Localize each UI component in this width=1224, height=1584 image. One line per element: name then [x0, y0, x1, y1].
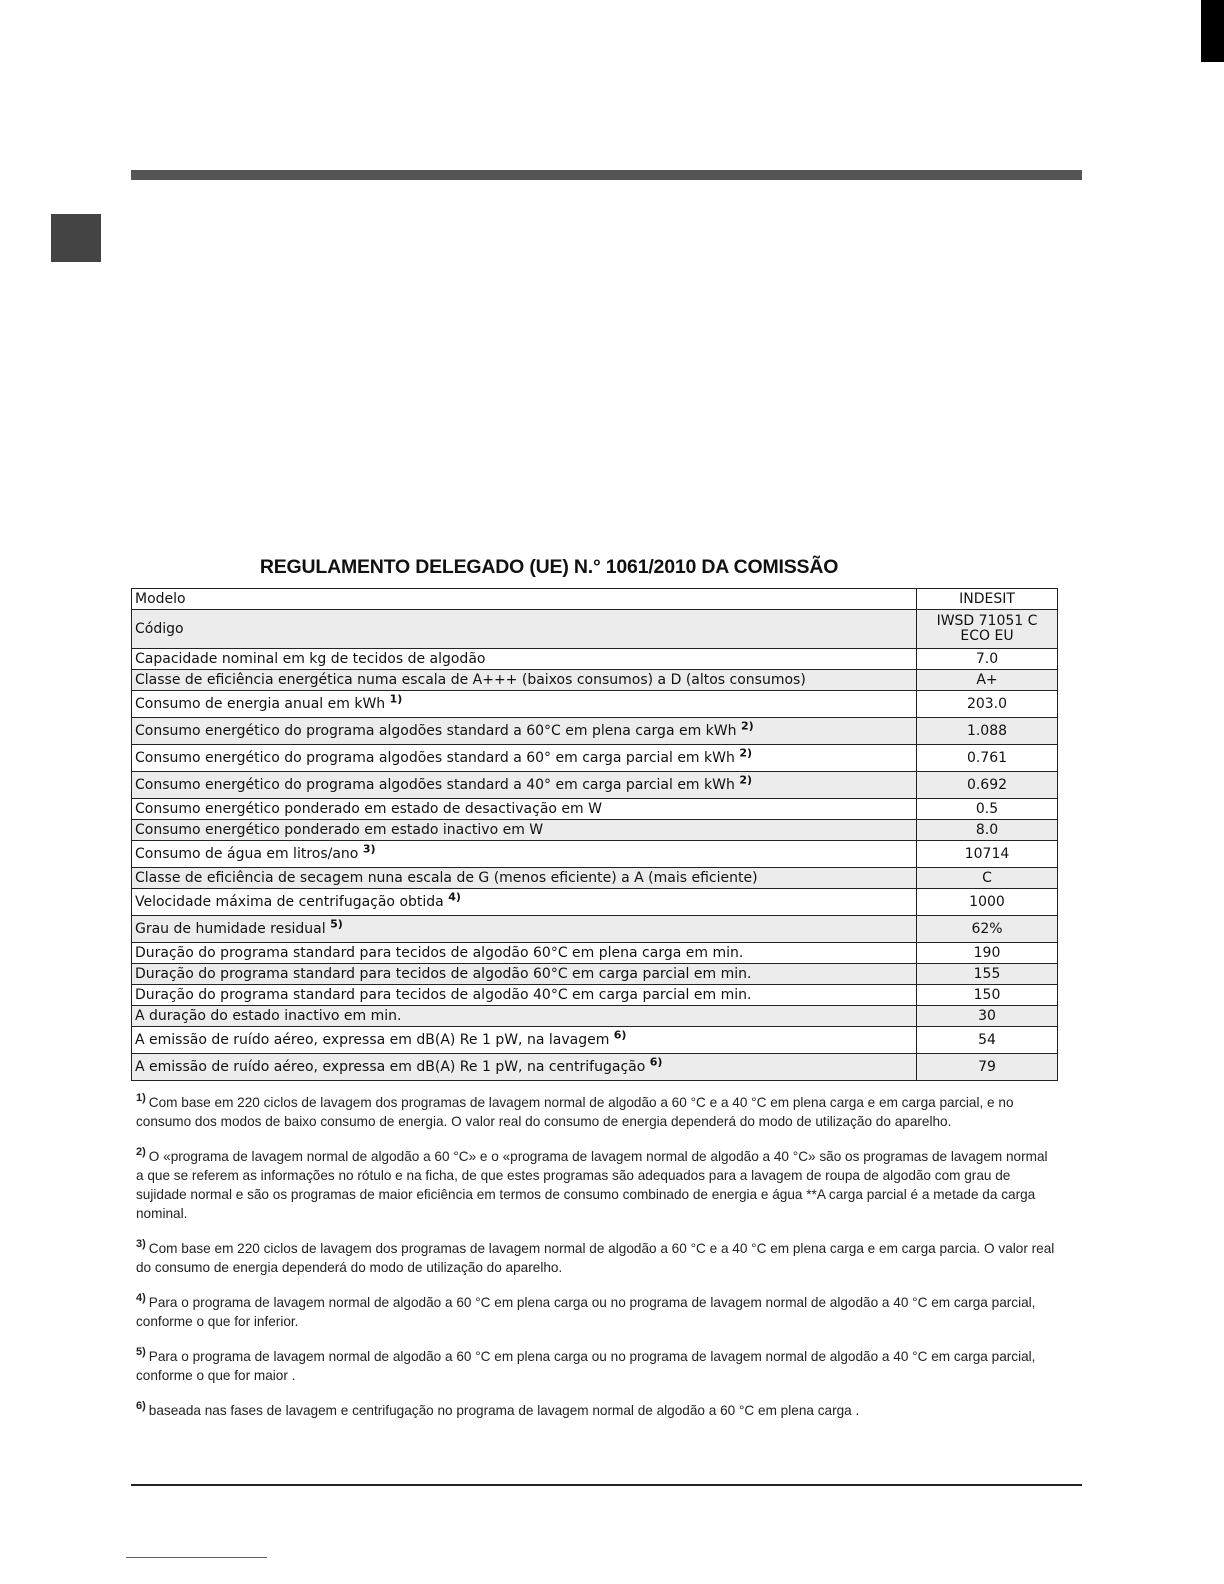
spec-value: 150: [917, 985, 1058, 1006]
footnote-ref: 3): [362, 841, 376, 855]
spec-label-text: Consumo energético do programa algodões standard a 60° em carga parcial em kWh: [135, 749, 735, 766]
spec-label: [132, 985, 917, 1006]
spec-label-text: A emissão de ruído aéreo, expressa em dB(A) Re 1 pW, na centrifugação: [135, 1058, 646, 1075]
spec-label-text: Duração do programa standard para tecidos de algodão 60°C em carga parcial em min.: [135, 965, 752, 982]
table-row: [132, 1027, 1058, 1054]
spec-label: [132, 649, 917, 670]
footnote-mark: 2): [136, 1146, 146, 1159]
spec-label-text: Consumo de energia anual em kWh: [135, 695, 386, 712]
spec-label-text: Classe de eficiência de secagem nuna escala de G (menos eficiente) a A (mais eficiente): [135, 869, 758, 886]
spec-label-text: Consumo de água em litros/ano: [135, 845, 359, 862]
spec-value: 54: [917, 1027, 1058, 1054]
spec-label-text: Classe de eficiência energética numa escala de A+++ (baixos consumos) a D (altos consumos): [135, 671, 806, 688]
table-row: [132, 943, 1058, 964]
spec-label: [132, 799, 917, 820]
spec-value: 8.0: [917, 820, 1058, 841]
spec-label: [132, 1054, 917, 1081]
footnote-mark: 4): [136, 1292, 146, 1305]
footnote-ref: 1): [389, 691, 403, 705]
table-row: [132, 610, 1058, 649]
footnote-text: Para o programa de lavagem normal de algodão a 60 °C em plena carga ou no programa de lavagem normal de algodão a 40 °C em carga parcial, conforme o que for maior .: [136, 1349, 1036, 1383]
spec-value: 62%: [917, 916, 1058, 943]
specifications-table: [131, 588, 1058, 1081]
footnote-ref: 6): [649, 1054, 663, 1068]
spec-value: C: [917, 868, 1058, 889]
footer-link-underline: [126, 1557, 267, 1558]
spec-value: 0.5: [917, 799, 1058, 820]
spec-label-text: Duração do programa standard para tecidos de algodão 60°C em plena carga em min.: [135, 944, 744, 961]
footer-rule: [131, 1484, 1082, 1486]
spec-value: INDESIT: [917, 589, 1058, 610]
spec-label: [132, 610, 917, 649]
spec-value: IWSD 71051 C ECO EU: [917, 610, 1058, 649]
footnote-ref: 2): [740, 718, 754, 732]
table-row: [132, 820, 1058, 841]
spec-value: 0.692: [917, 772, 1058, 799]
footnote-text: baseada nas fases de lavagem e centrifugação no programa de lavagem normal de algodão a 60 °C em plena carga .: [148, 1403, 860, 1418]
spec-value: 7.0: [917, 649, 1058, 670]
footnote: [136, 1401, 1058, 1420]
spec-label: [132, 889, 917, 916]
spec-value: 1000: [917, 889, 1058, 916]
table-row: [132, 985, 1058, 1006]
spec-label: [132, 841, 917, 868]
spec-label: [132, 745, 917, 772]
spec-label-text: A emissão de ruído aéreo, expressa em dB(A) Re 1 pW, na lavagem: [135, 1031, 610, 1048]
footnote-mark: 3): [136, 1238, 146, 1251]
header-rule: [131, 170, 1082, 180]
spec-label-text: Duração do programa standard para tecidos de algodão 40°C em carga parcial em min.: [135, 986, 752, 1003]
table-row: [132, 841, 1058, 868]
page-edge-marker: [1201, 0, 1224, 1584]
spec-label: [132, 916, 917, 943]
table-row: [132, 799, 1058, 820]
spec-label: [132, 670, 917, 691]
spec-label-text: Consumo energético ponderado em estado inactivo em W: [135, 821, 544, 838]
table-row: [132, 670, 1058, 691]
spec-label: [132, 589, 917, 610]
table-row: [132, 718, 1058, 745]
footnote-text: Para o programa de lavagem normal de algodão a 60 °C em plena carga ou no programa de lavagem normal de algodão a 40 °C em carga parcial, conforme o que for inferior.: [136, 1295, 1036, 1329]
spec-label: [132, 772, 917, 799]
footnote-mark: 5): [136, 1346, 146, 1359]
spec-label-text: Grau de humidade residual: [135, 920, 326, 937]
spec-value: 190: [917, 943, 1058, 964]
footnote-ref: 2): [739, 745, 752, 759]
footnote-text: O «programa de lavagem normal de algodão a 60 °C» e o «programa de lavagem normal de algodão a 40 °C» são os programas de lavagem normal a que se referem as informações no rótulo e na ficha, de que estes programas são adequados para a lavagem de roupa de algodão com grau de sujidade normal e são os programas de maior eficiência em termos de consumo combinado de energia e água **A carga parcial é a metade da carga nominal.: [136, 1149, 1048, 1221]
footnote-ref: 5): [330, 916, 343, 930]
footnote-ref: 2): [739, 772, 752, 786]
footnote: [136, 1093, 1058, 1131]
spec-label-text: Consumo energético do programa algodões standard a 40° em carga parcial em kWh: [135, 776, 735, 793]
table-row: [132, 889, 1058, 916]
regulation-title: REGULAMENTO DELEGADO (UE) N.° 1061/2010 DA COMISSÃO: [259, 556, 839, 578]
table-row: [132, 589, 1058, 610]
spec-label: [132, 964, 917, 985]
footnote-text: Com base em 220 ciclos de lavagem dos programas de lavagem normal de algodão a 60 °C e a 40 °C em plena carga e em carga parcial, e no consumo dos modos de baixo consumo de energia. O valor real do consumo de energia dependerá do modo de utilização do aparelho.: [136, 1095, 1014, 1129]
footnotes: [136, 1093, 1058, 1436]
footnote: [136, 1347, 1058, 1385]
table-row: [132, 691, 1058, 718]
table-row: [132, 745, 1058, 772]
footnote-mark: 1): [136, 1092, 146, 1105]
footnote: [136, 1293, 1058, 1331]
spec-value: 1.088: [917, 718, 1058, 745]
spec-label-text: Capacidade nominal em kg de tecidos de algodão: [135, 650, 486, 667]
spec-value: 10714: [917, 841, 1058, 868]
spec-value: 203.0: [917, 691, 1058, 718]
spec-label: [132, 691, 917, 718]
spec-label-text: Código: [135, 620, 184, 637]
footnote-mark: 6): [136, 1400, 146, 1413]
spec-label-text: Consumo energético do programa algodões standard a 60°C em plena carga em kWh: [135, 722, 737, 739]
spec-value: 155: [917, 964, 1058, 985]
spec-value: 30: [917, 1006, 1058, 1027]
footnote-ref: 6): [613, 1027, 627, 1041]
spec-label: [132, 718, 917, 745]
spec-value: A+: [917, 670, 1058, 691]
spec-value: 79: [917, 1054, 1058, 1081]
spec-label: [132, 943, 917, 964]
table-row: [132, 916, 1058, 943]
footnote-text: Com base em 220 ciclos de lavagem dos programas de lavagem normal de algodão a 60 °C e a 40 °C em plena carga e em carga parcia. O valor real do consumo de energia dependerá do modo de utilização do aparelho.: [136, 1241, 1055, 1275]
spec-label: [132, 868, 917, 889]
spec-label-text: Velocidade máxima de centrifugação obtida: [135, 893, 444, 910]
language-tab-marker: [51, 214, 101, 262]
spec-label: [132, 820, 917, 841]
spec-value: 0.761: [917, 745, 1058, 772]
table-row: [132, 649, 1058, 670]
table-row: [132, 1054, 1058, 1081]
table-row: [132, 772, 1058, 799]
table-row: [132, 868, 1058, 889]
spec-label: [132, 1027, 917, 1054]
spec-label-text: A duração do estado inactivo em min.: [135, 1007, 402, 1024]
footnote: [136, 1239, 1058, 1277]
table-row: [132, 1006, 1058, 1027]
spec-label: [132, 1006, 917, 1027]
footnote-ref: 4): [448, 889, 461, 903]
table-row: [132, 964, 1058, 985]
spec-label-text: Modelo: [135, 590, 186, 607]
spec-label-text: Consumo energético ponderado em estado de desactivação em W: [135, 800, 602, 817]
footnote: [136, 1147, 1058, 1223]
